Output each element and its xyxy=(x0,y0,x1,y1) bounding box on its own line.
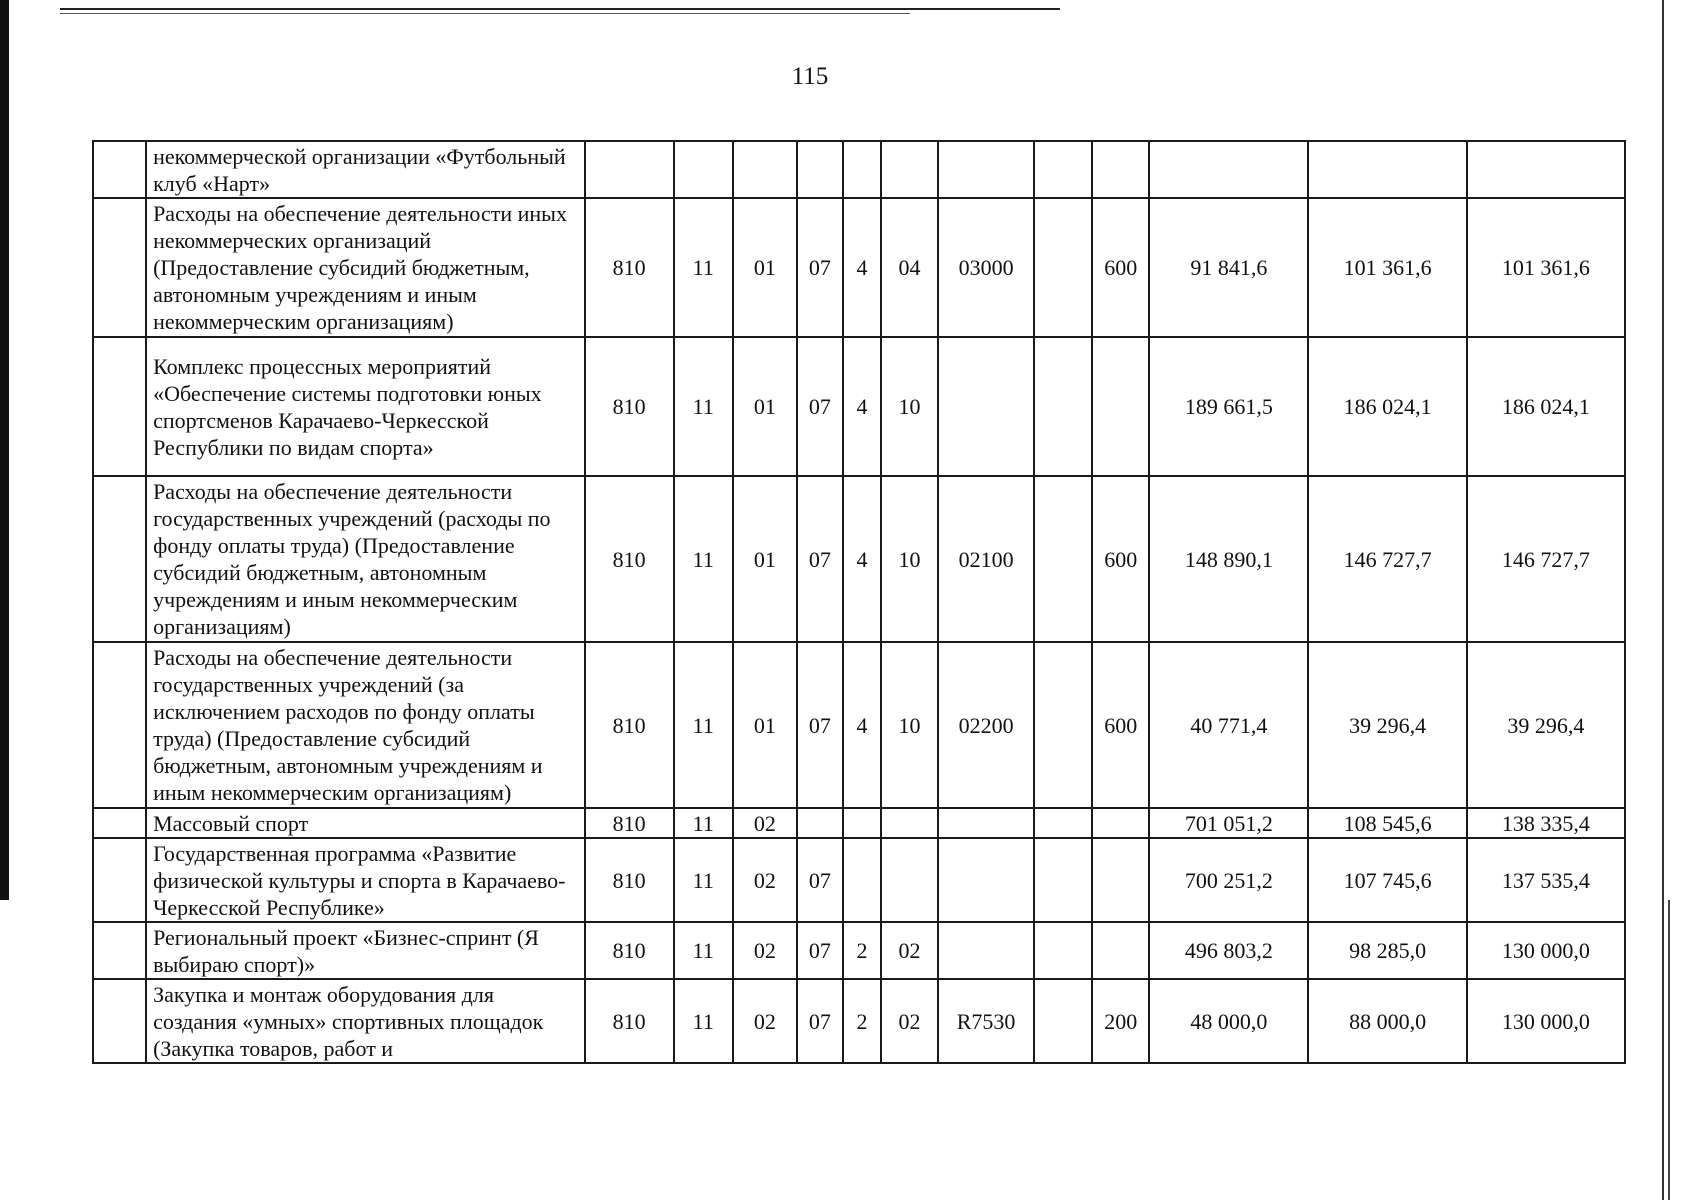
cell-razdel xyxy=(674,141,733,198)
cell-expense-type: 600 xyxy=(1092,642,1149,808)
cell-amount-year-2 xyxy=(1308,141,1466,198)
cell-target-type: 4 xyxy=(843,337,881,476)
cell-item-name: некоммерческой организации «Футбольный клуб «Нарт» xyxy=(146,141,585,198)
cell-razdel: 11 xyxy=(674,838,733,922)
cell-expense-type xyxy=(1092,922,1149,979)
cell-target-direction xyxy=(938,337,1034,476)
table-row xyxy=(93,476,1625,642)
cell-vedomstvo: 810 xyxy=(585,808,674,838)
cell-target-subprogram: 10 xyxy=(881,337,938,476)
cell-vedomstvo: 810 xyxy=(585,979,674,1063)
cell-vedomstvo: 810 xyxy=(585,337,674,476)
cell-amount-year-1: 700 251,2 xyxy=(1149,838,1308,922)
cell-razdel: 11 xyxy=(674,476,733,642)
cell-razdel: 11 xyxy=(674,979,733,1063)
cell-amount-year-3: 146 727,7 xyxy=(1467,476,1625,642)
cell-target-direction: 02200 xyxy=(938,642,1034,808)
cell-amount-year-1: 40 771,4 xyxy=(1149,642,1308,808)
cell-podrazdel xyxy=(733,141,797,198)
cell-item-name: Региональный проект «Бизнес-спринт (Я выбираю спорт)» xyxy=(146,922,585,979)
cell-target-program: 07 xyxy=(797,838,843,922)
cell-razdel: 11 xyxy=(674,198,733,337)
scan-top-rule xyxy=(60,8,1060,10)
cell-target-program: 07 xyxy=(797,198,843,337)
table-row xyxy=(93,922,1625,979)
cell-target-program: 07 xyxy=(797,922,843,979)
cell-target-program: 07 xyxy=(797,642,843,808)
cell-item-name: Расходы на обеспечение деятельности государственных учреждений (расходы по фонду оплаты труда) (Предоставление субсидий бюджетным, автономным учреждениям и иным некоммерческим организациям) xyxy=(146,476,585,642)
scan-right-border-secondary xyxy=(1668,900,1670,1200)
cell-target-program: 07 xyxy=(797,337,843,476)
cell-expense-type xyxy=(1092,838,1149,922)
cell-podrazdel: 01 xyxy=(733,642,797,808)
cell-amount-year-3: 186 024,1 xyxy=(1467,337,1625,476)
cell-target-type xyxy=(843,838,881,922)
cell-item-name: Расходы на обеспечение деятельности государственных учреждений (за исключением расходов по фонду оплаты труда) (Предоставление субсидий бюджетным, автономным учреждениям и иным некоммерческим организациям) xyxy=(146,642,585,808)
cell-target-program xyxy=(797,141,843,198)
table-row xyxy=(93,979,1625,1063)
cell-target-direction xyxy=(938,808,1034,838)
cell-row-number xyxy=(93,922,146,979)
cell-row-number xyxy=(93,476,146,642)
cell-podrazdel: 02 xyxy=(733,922,797,979)
cell-target-type xyxy=(843,141,881,198)
cell-expense-type: 200 xyxy=(1092,979,1149,1063)
cell-target-extra xyxy=(1034,922,1092,979)
cell-target-subprogram: 04 xyxy=(881,198,938,337)
cell-target-subprogram xyxy=(881,141,938,198)
cell-target-extra xyxy=(1034,642,1092,808)
cell-amount-year-1: 496 803,2 xyxy=(1149,922,1308,979)
budget-table-body xyxy=(93,141,1625,1063)
table-row xyxy=(93,808,1625,838)
cell-target-extra xyxy=(1034,838,1092,922)
cell-expense-type: 600 xyxy=(1092,198,1149,337)
cell-target-extra xyxy=(1034,337,1092,476)
cell-expense-type: 600 xyxy=(1092,476,1149,642)
cell-target-subprogram: 10 xyxy=(881,476,938,642)
cell-target-direction xyxy=(938,922,1034,979)
cell-target-direction: R7530 xyxy=(938,979,1034,1063)
table-row xyxy=(93,838,1625,922)
cell-target-type: 4 xyxy=(843,198,881,337)
cell-razdel: 11 xyxy=(674,808,733,838)
table-row xyxy=(93,198,1625,337)
cell-target-subprogram xyxy=(881,838,938,922)
cell-amount-year-2: 107 745,6 xyxy=(1308,838,1466,922)
cell-razdel: 11 xyxy=(674,337,733,476)
cell-item-name: Массовый спорт xyxy=(146,808,585,838)
cell-row-number xyxy=(93,141,146,198)
table-row xyxy=(93,337,1625,476)
cell-podrazdel: 01 xyxy=(733,476,797,642)
cell-amount-year-3: 130 000,0 xyxy=(1467,922,1625,979)
cell-amount-year-2: 108 545,6 xyxy=(1308,808,1466,838)
scan-right-border xyxy=(1662,0,1664,1200)
cell-target-type: 2 xyxy=(843,979,881,1063)
cell-target-direction: 02100 xyxy=(938,476,1034,642)
cell-amount-year-3: 137 535,4 xyxy=(1467,838,1625,922)
cell-item-name: Закупка и монтаж оборудования для создания «умных» спортивных площадок (Закупка товаров, работ и xyxy=(146,979,585,1063)
cell-amount-year-3: 101 361,6 xyxy=(1467,198,1625,337)
cell-item-name: Расходы на обеспечение деятельности иных некоммерческих организаций (Предоставление субсидий бюджетным, автономным учреждениям и иным некоммерческим организациям) xyxy=(146,198,585,337)
cell-target-program: 07 xyxy=(797,476,843,642)
cell-podrazdel: 01 xyxy=(733,337,797,476)
cell-row-number xyxy=(93,838,146,922)
cell-target-type: 4 xyxy=(843,642,881,808)
cell-amount-year-1: 148 890,1 xyxy=(1149,476,1308,642)
cell-target-program: 07 xyxy=(797,979,843,1063)
cell-row-number xyxy=(93,642,146,808)
cell-target-extra xyxy=(1034,476,1092,642)
cell-amount-year-1: 189 661,5 xyxy=(1149,337,1308,476)
cell-target-type: 2 xyxy=(843,922,881,979)
cell-target-extra xyxy=(1034,808,1092,838)
scan-left-border xyxy=(0,0,9,900)
cell-target-type: 4 xyxy=(843,476,881,642)
cell-expense-type xyxy=(1092,808,1149,838)
cell-target-subprogram: 02 xyxy=(881,922,938,979)
cell-podrazdel: 02 xyxy=(733,808,797,838)
cell-target-direction xyxy=(938,141,1034,198)
cell-amount-year-1: 701 051,2 xyxy=(1149,808,1308,838)
cell-target-direction xyxy=(938,838,1034,922)
cell-amount-year-2: 88 000,0 xyxy=(1308,979,1466,1063)
cell-row-number xyxy=(93,337,146,476)
cell-podrazdel: 01 xyxy=(733,198,797,337)
cell-target-extra xyxy=(1034,141,1092,198)
cell-amount-year-2: 186 024,1 xyxy=(1308,337,1466,476)
page-number: 115 xyxy=(791,63,829,90)
scan-top-rule-secondary xyxy=(60,13,910,14)
cell-amount-year-1 xyxy=(1149,141,1308,198)
cell-podrazdel: 02 xyxy=(733,838,797,922)
cell-amount-year-1: 91 841,6 xyxy=(1149,198,1308,337)
cell-vedomstvo xyxy=(585,141,674,198)
cell-row-number xyxy=(93,979,146,1063)
cell-target-subprogram: 02 xyxy=(881,979,938,1063)
cell-target-extra xyxy=(1034,198,1092,337)
cell-amount-year-2: 98 285,0 xyxy=(1308,922,1466,979)
cell-vedomstvo: 810 xyxy=(585,642,674,808)
cell-row-number xyxy=(93,198,146,337)
cell-amount-year-3: 130 000,0 xyxy=(1467,979,1625,1063)
cell-amount-year-3: 39 296,4 xyxy=(1467,642,1625,808)
cell-razdel: 11 xyxy=(674,922,733,979)
cell-target-direction: 03000 xyxy=(938,198,1034,337)
cell-amount-year-3 xyxy=(1467,141,1625,198)
budget-table xyxy=(92,140,1626,1064)
cell-vedomstvo: 810 xyxy=(585,198,674,337)
cell-amount-year-2: 146 727,7 xyxy=(1308,476,1466,642)
cell-amount-year-1: 48 000,0 xyxy=(1149,979,1308,1063)
cell-razdel: 11 xyxy=(674,642,733,808)
cell-expense-type xyxy=(1092,337,1149,476)
cell-item-name: Государственная программа «Развитие физической культуры и спорта в Карачаево-Черкесской Республике» xyxy=(146,838,585,922)
cell-item-name: Комплекс процессных мероприятий «Обеспечение системы подготовки юных спортсменов Карачаево-Черкесской Республики по видам спорта» xyxy=(146,337,585,476)
cell-vedomstvo: 810 xyxy=(585,838,674,922)
cell-amount-year-2: 101 361,6 xyxy=(1308,198,1466,337)
cell-amount-year-3: 138 335,4 xyxy=(1467,808,1625,838)
cell-target-subprogram xyxy=(881,808,938,838)
cell-vedomstvo: 810 xyxy=(585,476,674,642)
cell-target-subprogram: 10 xyxy=(881,642,938,808)
table-row xyxy=(93,141,1625,198)
cell-podrazdel: 02 xyxy=(733,979,797,1063)
table-row xyxy=(93,642,1625,808)
cell-row-number xyxy=(93,808,146,838)
cell-expense-type xyxy=(1092,141,1149,198)
cell-target-program xyxy=(797,808,843,838)
cell-target-type xyxy=(843,808,881,838)
cell-target-extra xyxy=(1034,979,1092,1063)
cell-vedomstvo: 810 xyxy=(585,922,674,979)
cell-amount-year-2: 39 296,4 xyxy=(1308,642,1466,808)
